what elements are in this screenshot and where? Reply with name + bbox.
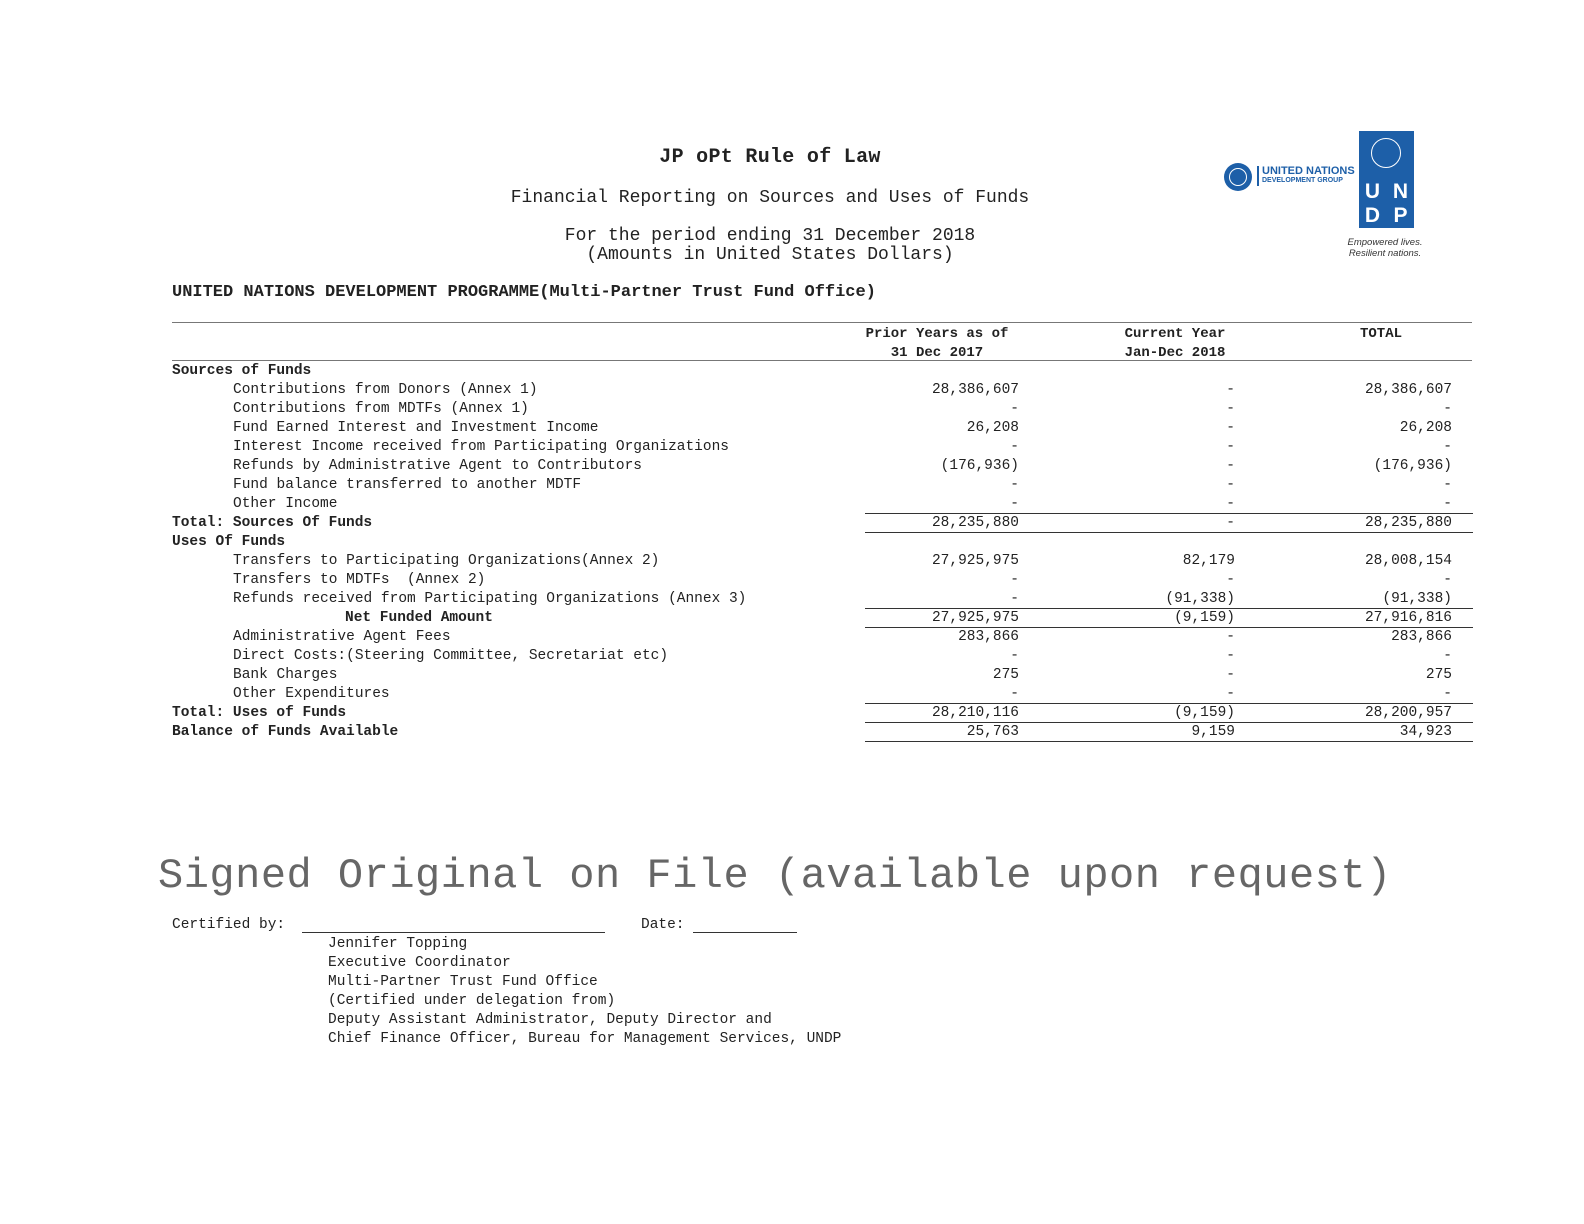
header-bottom-rule [172,360,1472,361]
date-line [693,932,797,933]
table-row: Fund Earned Interest and Investment Income 26,208 - 26,208 [233,420,1452,436]
sources-total-row: Total: Sources Of Funds 28,235,880 - 28,235,880 [172,515,1452,531]
balance-rule [865,741,1473,742]
net-funded-row: Net Funded Amount 27,925,975 (9,159) 27,916,816 [345,610,1452,626]
balance-row: Balance of Funds Available 25,763 9,159 34,923 [172,724,1452,740]
organization-heading: UNITED NATIONS DEVELOPMENT PROGRAMME(Multi-Partner Trust Fund Office) [172,283,876,302]
delegation-note: (Certified under delegation from) [328,993,616,1009]
signatory-office: Multi-Partner Trust Fund Office [328,974,598,990]
report-subtitle: Financial Reporting on Sources and Uses of Funds [510,188,1030,208]
signatory-title: Executive Coordinator [328,955,511,971]
table-row: Other Expenditures - - - [233,686,1452,702]
undp-tagline-2: Resilient nations. [1348,248,1422,259]
report-title: JP oPt Rule of Law [659,146,881,169]
sources-heading-row: Sources of Funds [172,363,312,379]
certified-by-label: Certified by: [172,917,286,933]
table-row: Refunds received from Participating Organizations (Annex 3) - (91,338) (91,338) [233,591,1452,607]
table-row: Contributions from Donors (Annex 1) 28,386,607 - 28,386,607 [233,382,1452,398]
table-row: Bank Charges 275 - 275 [233,667,1452,683]
signed-original-note: Signed Original on File (available upon request) [158,852,1392,900]
table-row: Interest Income received from Participating Organizations - - - [233,439,1452,455]
table-row: Transfers to Participating Organizations(Annex 2) 27,925,975 82,179 28,008,154 [233,553,1452,569]
delegation-title-1: Deputy Assistant Administrator, Deputy Director and [328,1012,772,1028]
table-row: Fund balance transferred to another MDTF - - - [233,477,1452,493]
column-header-prior: Prior Years as of 31 Dec 2017 [865,326,1009,361]
delegation-title-2: Chief Finance Officer, Bureau for Management Services, UNDP [328,1031,842,1047]
table-row: Contributions from MDTFs (Annex 1) - - - [233,401,1452,417]
table-top-rule [172,322,1472,323]
column-header-current: Current Year Jan-Dec 2018 [1124,326,1226,361]
table-row: Refunds by Administrative Agent to Contributors (176,936) - (176,936) [233,458,1452,474]
signatory-name: Jennifer Topping [328,936,468,952]
table-row: Transfers to MDTFs (Annex 2) - - - [233,572,1452,588]
uses-heading-row: Uses Of Funds [172,534,286,550]
currency-note: (Amounts in United States Dollars) [586,245,954,265]
table-row: Other Income - - - [233,496,1452,512]
date-label: Date: [641,917,685,933]
table-row: Direct Costs:(Steering Committee, Secretariat etc) - - - [233,648,1452,664]
uses-total-row: Total: Uses of Funds 28,210,116 (9,159) 28,200,957 [172,705,1452,721]
table-row: Administrative Agent Fees 283,866 - 283,866 [233,629,1452,645]
signature-line [302,932,605,933]
report-period: For the period ending 31 December 2018 [564,226,976,246]
undg-wordmark: UNITED NATIONS DEVELOPMENT GROUP [1257,166,1355,186]
undp-tagline-1: Empowered lives. [1347,237,1423,248]
column-header-total: TOTAL [1359,326,1402,342]
